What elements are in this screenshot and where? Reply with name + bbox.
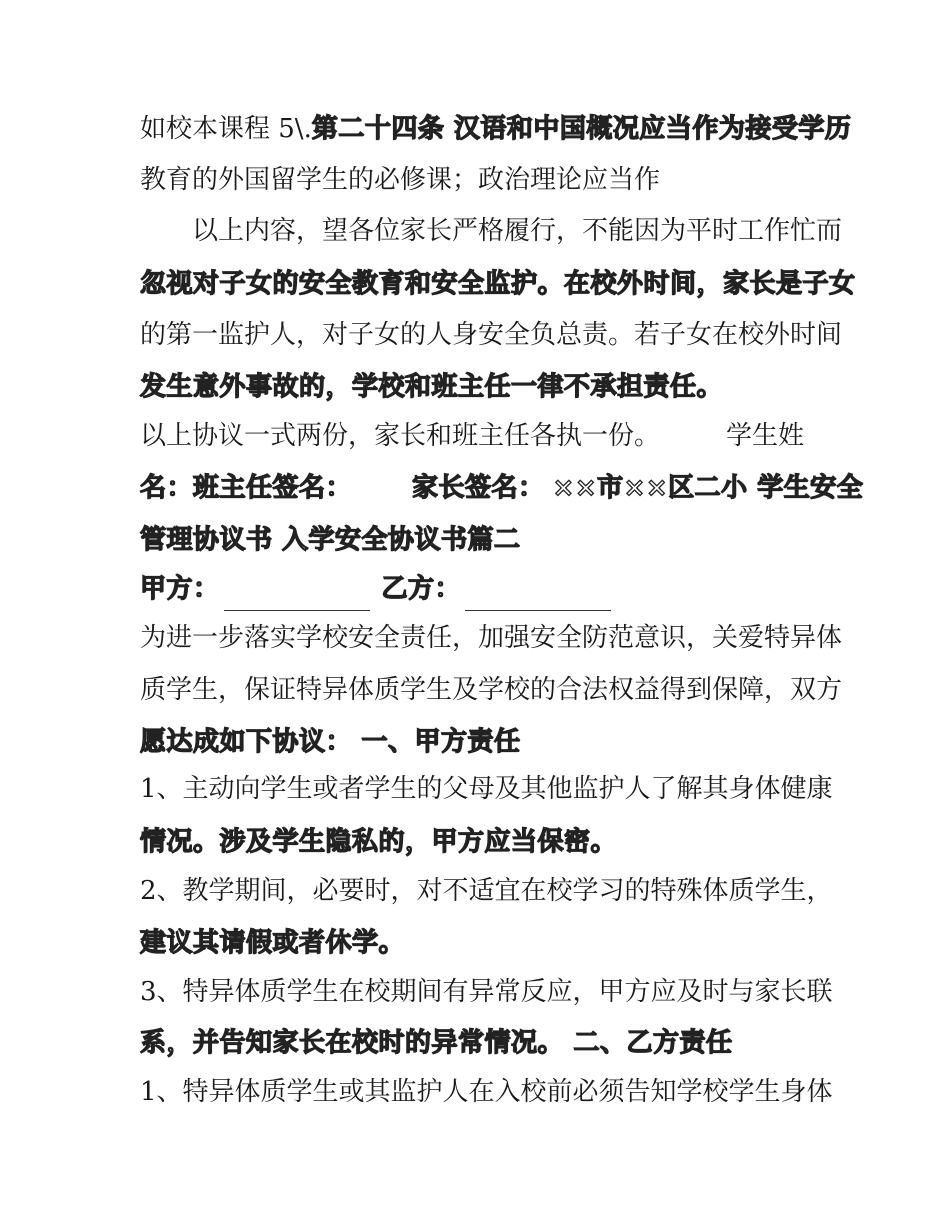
text-line-11 — [140, 616, 843, 660]
line-14-plain: 1、主动向学生或者学生的父母及其他监护人了解其身体健康 — [140, 774, 833, 804]
line-11-plain: 为进一步落实学校安全责任，加强安全防范意识，关爱特异体 — [140, 623, 843, 653]
party-b-blank — [465, 582, 611, 611]
line-15-outline: 情况。涉及学生隐私的，甲方应当保密。 — [140, 827, 618, 857]
line-7-plain: 以上协议一式两份，家长和班主任各执一份。 — [140, 421, 661, 451]
text-line-12 — [140, 668, 843, 712]
text-line-14 — [140, 767, 833, 811]
line-20-plain: 1、特异体质学生或其监护人在入校前必须告知学校学生身体 — [140, 1077, 833, 1107]
line-7-plain-end: 学生姓 — [726, 421, 805, 451]
line-4-outline: 忽视对子女的安全教育和安全监护。在校外时间，家长是子女 — [140, 269, 856, 299]
party-b-label: 乙方： — [381, 574, 462, 604]
text-line-18 — [140, 970, 833, 1014]
line-8-outline: 名：班主任签名： — [140, 473, 353, 503]
text-line-4 — [140, 262, 856, 306]
text-line-1 — [140, 107, 852, 151]
line-8-school: ××市××区二小 学生安全 — [552, 473, 864, 503]
text-line-7 — [140, 414, 820, 458]
text-line-10 — [140, 567, 820, 611]
line-17-outline: 建议其请假或者休学。 — [140, 928, 406, 958]
line-18-plain: 3、特异体质学生在校期间有异常反应，甲方应及时与家长联 — [140, 977, 833, 1007]
line-1-outline: 第二十四条 汉语和中国概况应当作为接受学历 — [311, 114, 852, 144]
text-line-6 — [140, 365, 820, 409]
text-line-15 — [140, 820, 820, 864]
text-line-16 — [140, 869, 833, 913]
text-line-8 — [140, 466, 864, 510]
line-6-outline: 发生意外事故的，学校和班主任一律不承担责任。 — [140, 372, 724, 402]
text-line-17 — [140, 921, 820, 965]
line-13-outline: 愿达成如下协议： 一、甲方责任 — [140, 727, 521, 757]
text-line-3 — [192, 209, 843, 253]
line-8-parent-signature: 家长签名： — [412, 473, 545, 503]
party-a-blank — [224, 582, 370, 611]
text-line-20 — [140, 1070, 833, 1114]
text-line-9 — [140, 518, 820, 562]
line-3-plain: 以上内容，望各位家长严格履行，不能因为平时工作忙而 — [192, 216, 843, 246]
line-12-plain: 质学生，保证特异体质学生及学校的合法权益得到保障，双方 — [140, 675, 843, 705]
line-9-outline: 管理协议书 入学安全协议书篇二 — [140, 525, 521, 555]
line-19-outline: 系，并告知家长在校时的异常情况。 二、乙方责任 — [140, 1028, 733, 1058]
text-line-19 — [140, 1021, 820, 1065]
party-a-label: 甲方： — [140, 574, 220, 604]
line-5-plain: 的第一监护人，对子女的人身安全负总责。若子女在校外时间 — [140, 320, 843, 350]
text-line-13 — [140, 720, 820, 764]
line-2-plain: 教育的外国留学生的必修课；政治理论应当作 — [140, 165, 661, 195]
line-16-plain: 2、教学期间，必要时，对不适宜在校学习的特殊体质学生， — [140, 876, 833, 906]
text-line-2 — [140, 158, 820, 202]
line-1-plain: 如校本课程 5\. — [140, 114, 312, 144]
text-line-5 — [140, 313, 843, 357]
